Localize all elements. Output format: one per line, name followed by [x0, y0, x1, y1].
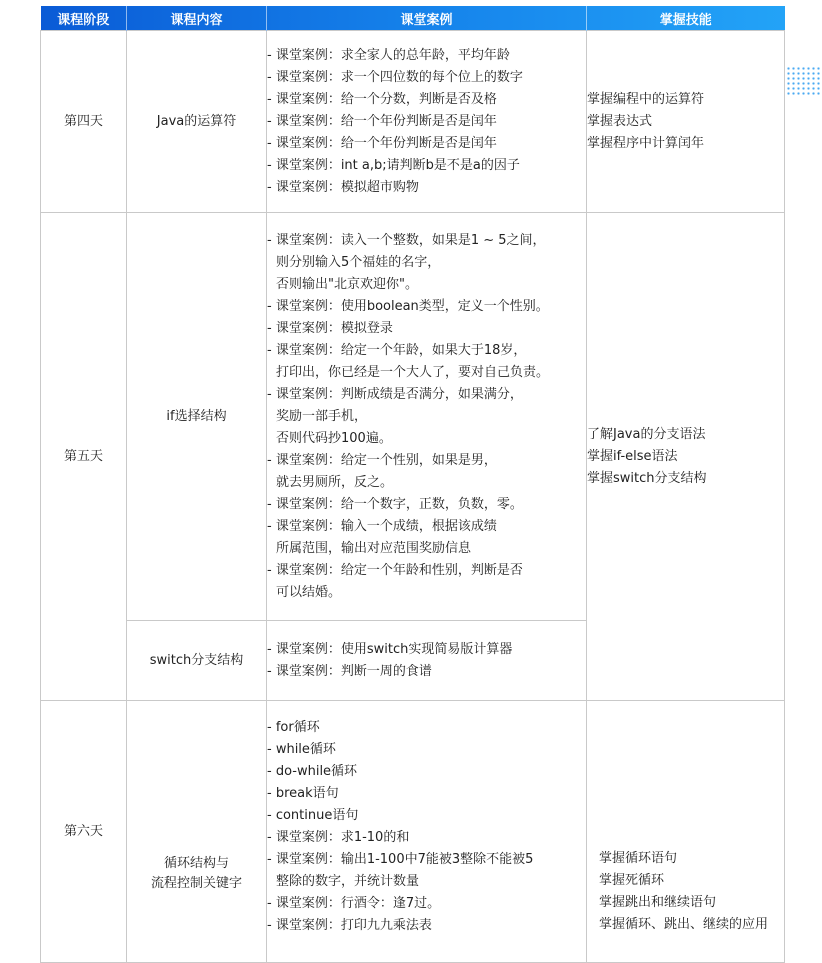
case-line: 可以结婚。	[276, 584, 342, 600]
case-line: - 课堂案例：给一个年份判断是否是闰年	[267, 135, 497, 151]
skill-item: 掌握循环、跳出、继续的应用	[599, 916, 769, 932]
case-line: - 课堂案例：打印九九乘法表	[267, 918, 432, 933]
case-line: 则分别输入5个福娃的名字，	[276, 254, 441, 270]
skill-item: 掌握循环语句	[599, 850, 678, 866]
table-row-day4	[41, 31, 785, 213]
header-content: 课程内容	[127, 6, 267, 31]
cases-day5-switch	[267, 621, 587, 701]
header-cases: 课堂案例	[267, 6, 587, 31]
case-line: - 课堂案例：读入一个整数，如果是1 ~ 5之间，	[267, 232, 546, 248]
case-line: - 课堂案例：输出1-100中7能被3整除不能被5	[267, 852, 534, 867]
case-line: - 课堂案例：判断成绩是否满分，如果满分，	[267, 386, 523, 402]
content-loops-line2: 流程控制关键字	[150, 875, 242, 891]
case-line: - do-while循环	[267, 764, 358, 779]
case-line: - 课堂案例：给一个分数，判断是否及格	[267, 91, 497, 107]
case-line: - 课堂案例：使用switch实现简易版计算器	[267, 641, 513, 657]
case-line: - 课堂案例：给一个数字，正数，负数，零。	[267, 496, 523, 512]
decorative-dot-grid	[786, 66, 822, 96]
case-line: - 课堂案例：模拟登录	[267, 320, 393, 336]
case-line: 就去男厕所，反之。	[276, 474, 394, 490]
table-row-day6	[41, 701, 785, 963]
case-line: 否则代码抄100遍。	[276, 430, 392, 446]
content-loops	[127, 701, 267, 963]
case-line: - for循环	[267, 720, 320, 735]
case-line: - 课堂案例：给定一个性别，如果是男，	[267, 452, 497, 468]
case-line: - 课堂案例：使用boolean类型，定义一个性别。	[267, 298, 549, 314]
content-loops-line1: 循环结构与	[163, 855, 229, 871]
skills-day4	[587, 31, 785, 213]
skill-item: 了解Java的分支语法	[587, 426, 706, 442]
skills-day5	[587, 213, 785, 701]
header-stage: 课程阶段	[41, 6, 127, 31]
skill-item: 掌握跳出和继续语句	[599, 894, 717, 910]
case-line: - continue语句	[267, 808, 359, 823]
table-row-day5-if	[41, 213, 785, 621]
skill-item: 掌握表达式	[587, 113, 653, 129]
skill-item: 掌握死循环	[599, 872, 665, 888]
header-skills: 掌握技能	[659, 12, 712, 28]
case-line: - 课堂案例：求一个四位数的每个位上的数字	[267, 69, 523, 85]
skill-item: 掌握编程中的运算符	[587, 91, 705, 107]
case-line: - 课堂案例：int a,b;请判断b是不是a的因子	[267, 157, 520, 173]
cases-day4	[267, 31, 587, 213]
stage-day4: 第四天	[41, 31, 127, 213]
case-line: - 课堂案例：输入一个成绩，根据该成绩	[267, 518, 497, 534]
case-line: - 课堂案例：行酒令：逢7过。	[267, 896, 441, 911]
stage-day6: 第六天	[41, 701, 127, 963]
case-line: - 课堂案例：模拟超市购物	[267, 179, 419, 195]
content-operators: Java的运算符	[127, 31, 267, 213]
content-if: if选择结构	[127, 213, 267, 621]
case-line: 否则输出"北京欢迎你"。	[276, 276, 418, 292]
case-line: - 课堂案例：求1-10的和	[267, 830, 410, 845]
case-line: 整除的数字，并统计数量	[276, 874, 420, 889]
case-line: 所属范围，输出对应范围奖励信息	[276, 540, 472, 556]
case-line: - 课堂案例：给定一个年龄和性别，判断是否	[267, 562, 523, 578]
case-line: - 课堂案例：求全家人的总年龄，平均年龄	[267, 47, 510, 63]
case-line: 打印出，你已经是一个大人了，要对自己负责。	[276, 364, 550, 380]
curriculum-table	[40, 6, 785, 963]
stage-day5: 第五天	[41, 213, 127, 701]
skills-day6	[587, 701, 785, 963]
case-line: - break语句	[267, 786, 339, 801]
skill-item: 掌握if-else语法	[587, 448, 678, 464]
case-line: - 课堂案例：给定一个年龄，如果大于18岁，	[267, 342, 527, 358]
cases-day5-if	[267, 213, 587, 621]
content-switch: switch分支结构	[127, 621, 267, 701]
case-line: - 课堂案例：给一个年份判断是否是闰年	[267, 113, 497, 129]
case-line: - while循环	[267, 742, 336, 757]
skill-item: 掌握程序中计算闰年	[587, 135, 705, 151]
case-line: 奖励一部手机，	[276, 408, 368, 424]
case-line: - 课堂案例：判断一周的食谱	[267, 663, 432, 679]
table-header-row	[41, 6, 785, 31]
cases-day6	[267, 701, 587, 963]
skill-item: 掌握switch分支结构	[587, 470, 707, 486]
